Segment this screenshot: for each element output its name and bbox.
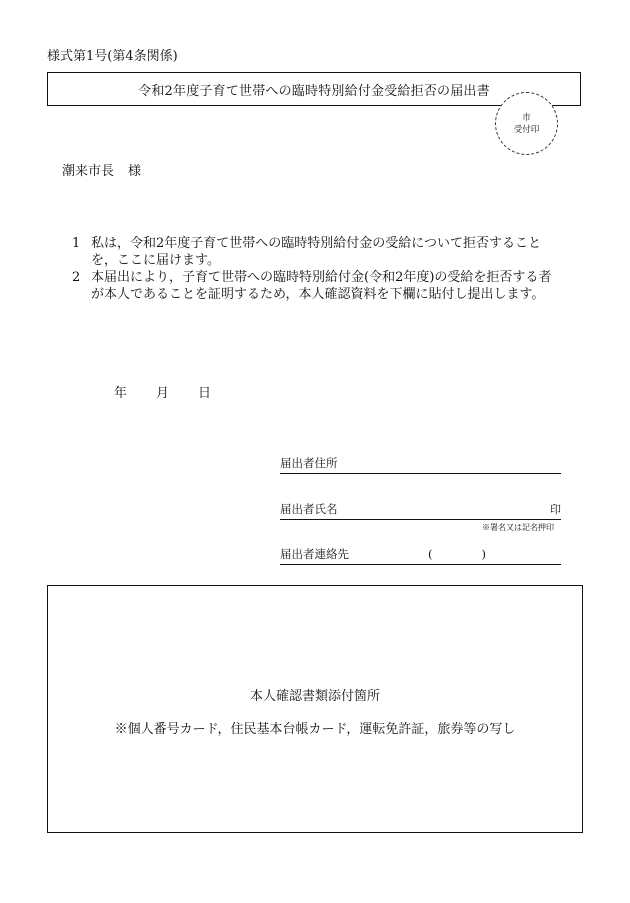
paren-open: (: [428, 547, 433, 561]
seal-mark: 印: [550, 503, 561, 516]
submission-date: [114, 382, 240, 401]
contact-field[interactable]: [280, 547, 561, 565]
statement-text: 私は，令和2年度子育て世帯への臨時特別給付金の受給について拒否することを，ここに届けます。: [91, 236, 542, 268]
address-field[interactable]: [280, 456, 561, 474]
statement-item: [72, 235, 552, 269]
statement-text: 本届出により，子育て世帯への臨時特別給付金(令和2年度)の受給を拒否する者が本人であることを証明するため，本人確認資料を下欄に貼付し提出します。: [91, 270, 552, 302]
signature-note: ※署名又は記名押印: [482, 523, 554, 532]
phone-parentheses: [428, 547, 486, 562]
attachment-title: 本人確認書類添付箇所: [249, 689, 380, 704]
name-field[interactable]: [280, 502, 561, 520]
stamp-line-receipt: 受付印: [513, 124, 540, 135]
date-day-label: 日: [198, 386, 212, 401]
form-title-box: [47, 72, 581, 106]
date-month-label: 月: [156, 386, 170, 401]
addressee-name: 潮来市長: [62, 164, 115, 179]
receipt-stamp: [495, 92, 558, 155]
stamp-line-city: 市: [522, 112, 531, 123]
statement-item: [72, 269, 552, 303]
address-label: 届出者住所: [280, 456, 338, 470]
date-year-label: 年: [114, 386, 128, 401]
addressee: [62, 160, 141, 179]
attachment-area: [47, 585, 583, 833]
addressee-honorific: 様: [128, 164, 142, 179]
contact-label: 届出者連絡先: [280, 547, 349, 561]
paren-close: ): [481, 547, 486, 561]
form-title: 令和2年度子育て世帯への臨時特別給付金受給拒否の届出書: [138, 83, 490, 99]
attachment-note: ※個人番号カード，住民基本台帳カード，運転免許証，旅券等の写し: [114, 722, 516, 737]
name-label: 届出者氏名: [280, 502, 338, 516]
statement-number: 1: [72, 236, 81, 251]
statement-number: 2: [72, 270, 81, 285]
form-number: 様式第1号(第4条関係): [47, 49, 178, 64]
